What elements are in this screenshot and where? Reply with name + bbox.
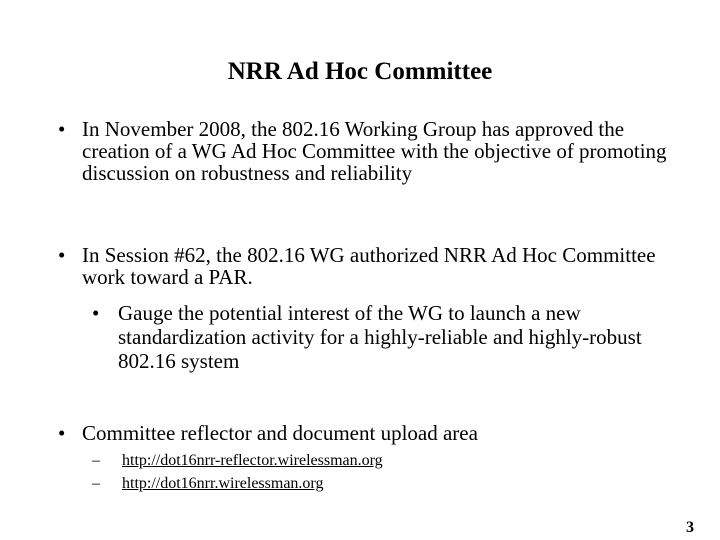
bullet-text: In November 2008, the 802.16 Working Group has approved the creation of a WG Ad Hoc Committee with the objective of promoting discussion on robustness and reliability	[82, 117, 667, 185]
bullet-text: Committee reflector and document upload area	[82, 421, 478, 445]
link-row	[92, 452, 383, 470]
bullet-marker: •	[58, 421, 66, 445]
reflector-link[interactable]: http://dot16nrr-reflector.wirelessman.org	[122, 452, 383, 469]
sub-bullet-item	[92, 301, 672, 373]
link-row	[92, 475, 323, 493]
bullet-text: In Session #62, the 802.16 WG authorized NRR Ad Hoc Committee work toward a PAR.	[82, 243, 656, 289]
sub-bullet-marker: •	[92, 301, 100, 325]
dash-marker: –	[92, 452, 100, 469]
website-link[interactable]: http://dot16nrr.wirelessman.org	[122, 475, 324, 492]
bullet-item	[58, 244, 678, 288]
bullet-item	[58, 118, 678, 184]
sub-bullet-text: Gauge the potential interest of the WG to launch a new standardization activity for a highly-reliable and highly-robust 802.16 system	[118, 301, 642, 373]
dash-marker: –	[92, 475, 100, 492]
bullet-marker: •	[58, 117, 66, 141]
bullet-item	[58, 422, 678, 444]
page-number: 3	[686, 519, 694, 536]
slide-title: NRR Ad Hoc Committee	[227, 58, 493, 85]
bullet-marker: •	[58, 243, 66, 267]
